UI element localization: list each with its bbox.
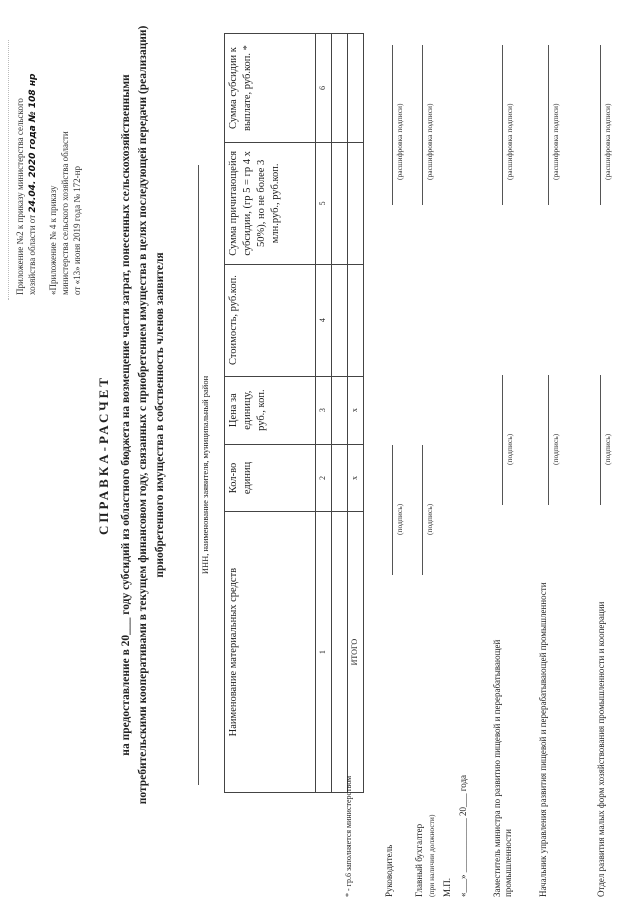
date-line: «___» ____________ 20___ года <box>458 774 468 897</box>
total-subsidy-due <box>348 143 364 265</box>
appendix-line-3: «Приложение № 4 к приказу <box>48 185 58 295</box>
table-cell <box>332 444 348 511</box>
deputy-sign-line <box>502 375 503 505</box>
appendix-line-1: Приложение №2 к приказу министерства сельского <box>15 98 25 295</box>
col-number-6: 6 <box>316 34 332 143</box>
col-number-1: 1 <box>316 512 332 793</box>
chief-decode-caption: (расшифровка подписи) <box>551 103 560 180</box>
chief-label: Начальник управления развития пищевой и перерабатывающей промышленности <box>538 582 548 897</box>
head-label: Руководитель <box>384 844 394 897</box>
accountant-sign-line <box>422 445 423 575</box>
appendix-line-4: министерства сельского хозяйства области <box>60 131 70 295</box>
header-cost: Стоимость, руб.коп. <box>225 264 316 376</box>
total-label: ИТОГО <box>348 512 364 793</box>
chief-sign-line <box>548 375 549 505</box>
appendix-line-2 <box>26 15 39 295</box>
col-number-2: 2 <box>316 444 332 511</box>
appendix-line-2-text: хозяйства области от <box>27 214 37 295</box>
appendix-note <box>14 15 83 295</box>
deputy-label: Заместитель министра по развитию пищевой и перерабатывающей промышленности <box>492 639 513 897</box>
deputy-decode-caption: (расшифровка подписи) <box>505 103 514 180</box>
stamp-mark: М.П. <box>442 877 452 897</box>
dept-decode-caption: (расшифровка подписи) <box>603 103 612 180</box>
accountant-decode-line <box>422 45 423 205</box>
inn-caption: ИНН, наименование заявителя, муниципальный район <box>198 165 210 785</box>
accountant-decode-caption: (расшифровка подписи) <box>425 103 434 180</box>
chief-decode-line <box>548 45 549 205</box>
table-cell <box>332 34 348 143</box>
col-number-5: 5 <box>316 143 332 265</box>
col-number-3: 3 <box>316 376 332 444</box>
accountant-note: (при наличии должности) <box>427 814 436 897</box>
table-number-row <box>316 34 332 793</box>
dept-sign-caption: (подпись) <box>603 433 612 465</box>
table-row <box>332 34 348 793</box>
head-decode-caption: (расшифровка подписи) <box>395 103 404 180</box>
document-subtitle: на предоставление в 20___ году субсидий из областного бюджета на возмещение части затрат, понесенных сельскохозяйственными потребительскими кооперативами в текущем финансовом году, связанных с приобретением имущества в целях последующей передачи (реализации) приобретенного имущества в собственность членов заявителя <box>120 25 166 805</box>
header-subsidy-payout: Сумма субсидии к выплате, руб.коп. * <box>225 34 316 143</box>
total-subsidy-payout <box>348 34 364 143</box>
appendix-line-5: от «13» июня 2019 года № 172-нр <box>72 166 82 295</box>
accountant-label: Главный бухгалтер <box>414 823 424 897</box>
header-unit-price: Цена за единицу, руб., коп. <box>225 376 316 444</box>
accountant-sign-caption: (подпись) <box>425 503 434 535</box>
head-sign-caption: (подпись) <box>395 503 404 535</box>
table-cell <box>332 143 348 265</box>
table-header-row <box>225 34 316 793</box>
total-cost <box>348 264 364 376</box>
table-cell <box>332 376 348 444</box>
dept-decode-line <box>600 45 601 205</box>
table-total-row <box>348 34 364 793</box>
dept-label: Отдел развития малых форм хозяйствования промышленности и кооперации <box>596 601 606 897</box>
table-cell <box>332 512 348 793</box>
handwritten-date: 24.04. 2020 года № 108 нр <box>28 73 38 213</box>
dept-sign-line <box>600 375 601 505</box>
scan-artifact <box>8 40 12 300</box>
table-cell <box>332 264 348 376</box>
header-materials: Наименование материальных средств <box>225 512 316 793</box>
header-subsidy-due: Сумма причитающейся субсидии, (гр 5 = гр 4 х 50%), но не более 3 млн.руб., руб.коп. <box>225 143 316 265</box>
deputy-decode-line <box>502 45 503 205</box>
deputy-sign-caption: (подпись) <box>505 433 514 465</box>
document-title: СПРАВКА-РАСЧЕТ <box>96 375 111 535</box>
col-number-4: 4 <box>316 264 332 376</box>
head-decode-line <box>392 45 393 205</box>
chief-sign-caption: (подпись) <box>551 433 560 465</box>
header-quantity: Кол-во единиц <box>225 444 316 511</box>
footnote: * - гр.6 заполняется министерством <box>344 775 353 897</box>
calculation-table <box>224 33 364 793</box>
total-quantity-x: х <box>348 444 364 511</box>
total-price-x: х <box>348 376 364 444</box>
head-sign-line <box>392 445 393 575</box>
